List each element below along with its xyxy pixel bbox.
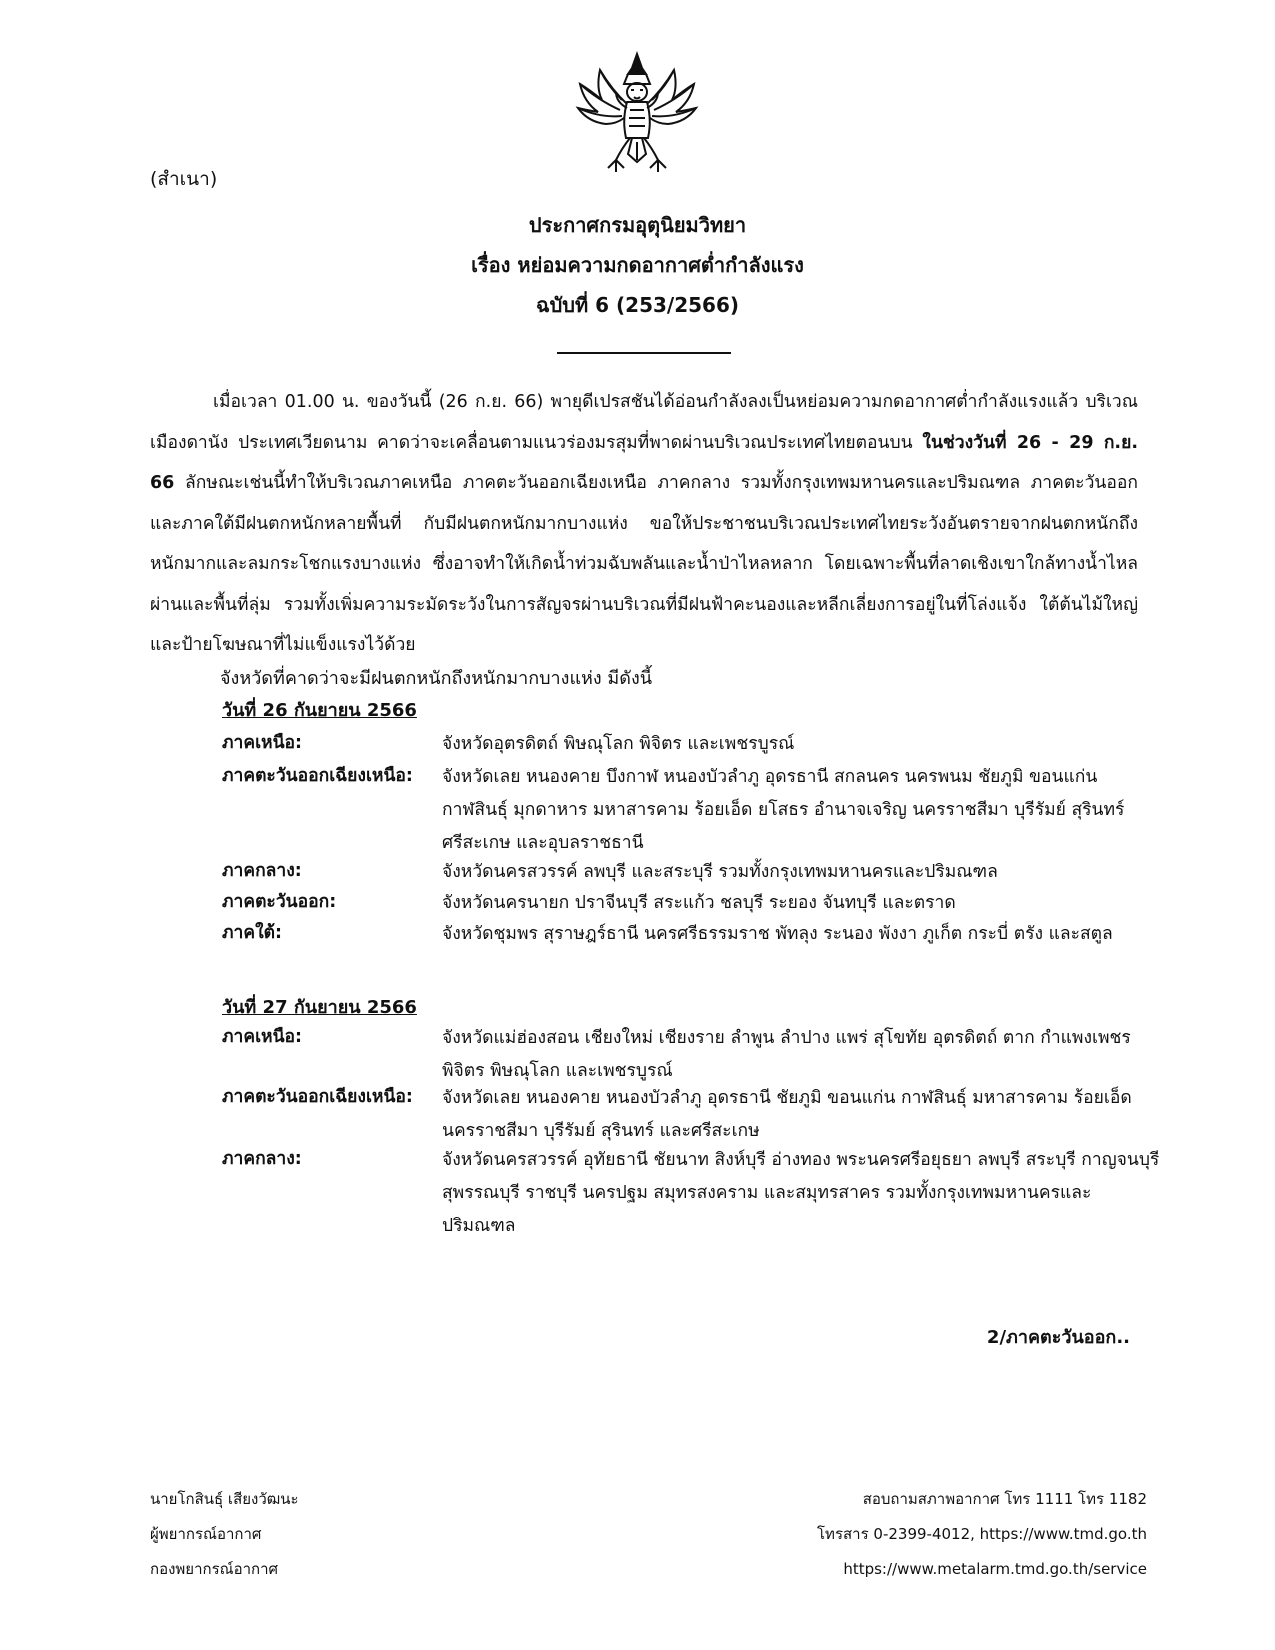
region-name: ภาคกลาง: <box>222 1149 302 1169</box>
region-name: ภาคตะวันออก: <box>222 892 337 912</box>
date-heading-day-2: วันที่ 27 กันยายน 2566 <box>222 997 417 1018</box>
forecaster-division: กองพยากรณ์อากาศ <box>150 1560 279 1578</box>
body-date-range: ในช่วงวันที่ 26 - 29 ก.ย. 66 <box>150 432 1138 493</box>
region-provinces: จังหวัดแม่ฮ่องสอน เชียงใหม่ เชียงราย ลำพูน ลำปาง แพร่ สุโขทัย อุตรดิตถ์ ตาก กำแพงเพชร พิจิตร พิษณุโลก และเพชรบูรณ์ <box>442 1028 1131 1081</box>
province-list-intro: จังหวัดที่คาดว่าจะมีฝนตกหนักถึงหนักมากบางแห่ง มีดังนี้ <box>220 668 653 689</box>
contact-phone: สอบถามสภาพอากาศ โทร 1111 โทร 1182 <box>862 1490 1147 1508</box>
garuda-emblem-icon <box>572 50 702 180</box>
title-line-2: เรื่อง หย่อมความกดอากาศต่ำกำลังแรง <box>471 253 804 277</box>
announcement-body <box>150 382 1138 666</box>
region-name: ภาคตะวันออกเฉียงเหนือ: <box>222 766 413 786</box>
title-divider <box>557 352 731 354</box>
region-provinces: จังหวัดอุตรดิตถ์ พิษณุโลก พิจิตร และเพชรบูรณ์ <box>442 734 795 754</box>
next-page-marker: 2/ภาคตะวันออก.. <box>986 1327 1130 1348</box>
region-provinces: จังหวัดเลย หนองคาย หนองบัวลำภู อุดรธานี ชัยภูมิ ขอนแก่น กาฬสินธุ์ มหาสารคาม ร้อยเอ็ด นครราชสีมา บุรีรัมย์ สุรินทร์ และศรีสะเกษ <box>442 1088 1132 1141</box>
region-provinces: จังหวัดนครสวรรค์ ลพบุรี และสระบุรี รวมทั้งกรุงเทพมหานครและปริมณฑล <box>442 862 998 882</box>
title-line-3: ฉบับที่ 6 (253/2566) <box>535 293 740 317</box>
contact-fax-website: โทรสาร 0-2399-4012, https://www.tmd.go.th <box>817 1525 1147 1543</box>
title-line-1: ประกาศกรมอุตุนิยมวิทยา <box>528 213 747 237</box>
forecaster-position: ผู้พยากรณ์อากาศ <box>150 1525 262 1543</box>
forecaster-name: นายโกสินธุ์ เสียงวัฒนะ <box>150 1490 299 1508</box>
body-text-part-2: ลักษณะเช่นนี้ทำให้บริเวณภาคเหนือ ภาคตะวันออกเฉียงเหนือ ภาคกลาง รวมทั้งกรุงเทพมหานครและปริมณฑล ภาคตะวันออก และภาคใต้มีฝนตกหนักหลายพื้นที่ กับมีฝนตกหนักมากบางแห่ง ขอให้ประชาชนบริเวณประเทศไทยระวังอันตรายจากฝนตกหนักถึงหนักมากและลมกระโชกแรงบางแห่ง ซึ่งอาจทำให้เกิดน้ำท่วมฉับพลันและน้ำป่าไหลหลาก โดยเฉพาะพื้นที่ลาดเชิงเขาใกล้ทางน้ำไหลผ่านและพื้นที่ลุ่ม รวมทั้งเพิ่มความระมัดระวังในการสัญจรผ่านบริเวณที่มีฝนฟ้าคะนองและหลีกเลี่ยงการอยู่ในที่โล่งแจ้ง ใต้ต้นไม้ใหญ่ และป้ายโฆษณาที่ไม่แข็งแรงไว้ด้วย <box>150 473 1138 655</box>
region-name: ภาคเหนือ: <box>222 1027 303 1047</box>
footer-forecaster <box>150 1482 299 1587</box>
date-heading-day-1: วันที่ 26 กันยายน 2566 <box>222 700 417 721</box>
contact-metalarm-url: https://www.metalarm.tmd.go.th/service <box>843 1560 1147 1578</box>
body-text-part-1: เมื่อเวลา 01.00 น. ของวันนี้ (26 ก.ย. 66) พายุดีเปรสชันได้อ่อนกำลังลงเป็นหย่อมความกดอากาศต่ำกำลังแรงแล้ว บริเวณเมืองดานัง ประเทศเวียดนาม คาดว่าจะเคลื่อนตามแนวร่องมรสุมที่พาดผ่านบริเวณประเทศไทยตอนบน <box>150 392 1138 453</box>
region-provinces: จังหวัดนครสวรรค์ อุทัยธานี ชัยนาท สิงห์บุรี อ่างทอง พระนครศรีอยุธยา ลพบุรี สระบุรี กาญจนบุรี สุพรรณบุรี ราชบุรี นครปฐม สมุทรสงคราม และสมุทรสาคร รวมทั้งกรุงเทพมหานครและปริมณฑล <box>442 1150 1160 1236</box>
announcement-title <box>0 205 1275 325</box>
region-provinces: จังหวัดเลย หนองคาย บึงกาฬ หนองบัวลำภู อุดรธานี สกลนคร นครพนม ชัยภูมิ ขอนแก่น กาฬสินธุ์ มุกดาหาร มหาสารคาม ร้อยเอ็ด ยโสธร อำนาจเจริญ นครราชสีมา บุรีรัมย์ สุรินทร์ ศรีสะเกษ และอุบลราชธานี <box>442 767 1125 853</box>
region-name: ภาคกลาง: <box>222 861 302 881</box>
footer-contact <box>817 1482 1147 1587</box>
region-provinces: จังหวัดนครนายก ปราจีนบุรี สระแก้ว ชลบุรี ระยอง จันทบุรี และตราด <box>442 893 956 913</box>
copy-label: (สำเนา) <box>150 168 218 190</box>
region-name: ภาคตะวันออกเฉียงเหนือ: <box>222 1087 413 1107</box>
region-name: ภาคเหนือ: <box>222 733 303 753</box>
region-provinces: จังหวัดชุมพร สุราษฎร์ธานี นครศรีธรรมราช พัทลุง ระนอง พังงา ภูเก็ต กระบี่ ตรัง และสตูล <box>442 924 1113 944</box>
region-name: ภาคใต้: <box>222 923 282 943</box>
